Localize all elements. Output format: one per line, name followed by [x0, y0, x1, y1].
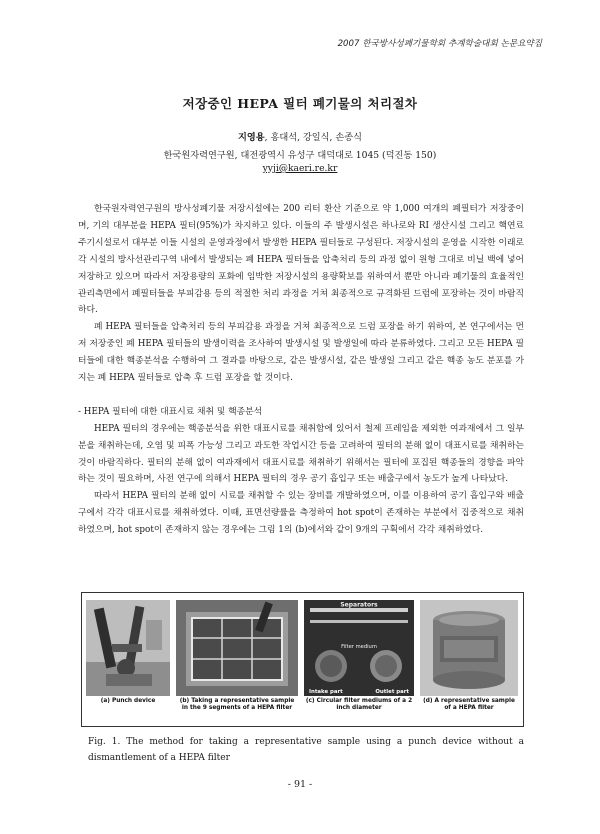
author-list — [0, 129, 600, 143]
body-text — [78, 201, 524, 539]
running-header: 2007 한국방사성폐기물학회 추계학술대회 논문요약집 — [337, 39, 542, 49]
figure-panel-a — [86, 600, 170, 718]
paragraph-sampling: HEPA 필터의 경우에는 핵종분석을 위한 대표시료를 채취함에 있어서 철제 프레임을 제외한 여과재에서 그 일부분을 채취하는데, 오염 및 피폭 가능성 그리고 과도한 작업시간 등을 고려하여 필터의 분해 없이 대표시료를 채취하는 것이 바람직하다. 필터의 분해 없이 여과재에서 대표시료를 채취하기 위해서는 필터에 포집된 핵종들의 경향을 파악하는 것이 필요하며, 사전 연구에 의해서 HEPA 필터의 경우 공기 흡입구 또는 배출구에서 농도가 높게 나타났다. — [78, 423, 524, 485]
paragraph-procedure: 따라서 HEPA 필터의 분해 없이 시료를 채취할 수 있는 장비를 개발하였으며, 이를 이용하여 공기 흡입구와 배출구에서 각각 대표시료를 채취하였다. 이때, 표면선량률을 측정하여 hot spot이 존재하는 부분에서 집중적으로 채취하였으며, hot spot이 존재하지 않는 경우에는 그림 1의 (b)에서와 같이 9개의 구획에서 각각 채취하였다. — [78, 491, 524, 536]
representative-sample-photo — [420, 600, 518, 696]
author-email-link[interactable]: yyji@kaeri.re.kr — [262, 163, 338, 174]
panel-a-caption: (a) Punch device — [100, 698, 156, 704]
co-authors: , 홍대석, 강일식, 손종식 — [264, 132, 363, 143]
filter-medium-label: Filter medium — [341, 644, 377, 650]
figure-caption: Fig. 1. The method for taking a representative sample using a punch device without a dismantlement of a HEPA filter — [88, 737, 524, 763]
paragraph-intro: 한국원자력연구원의 방사성폐기물 저장시설에는 200 리터 환산 기준으로 약 1,000 여개의 폐필터가 저장중이며, 기의 대부분을 HEPA 필터(95%)가 차지하고 있다. 이들의 주 발생시설은 하나로와 RI 생산시설 그리고 핵연료주기시설로서 대부분 이들 시설의 운영과정에서 발생한 HEPA 필터들로 구성된다. 저장시설의 운영을 시작한 이래로 각 시설의 방사선관리구역 내에서 발생되는 폐 HEPA 필터들을 압축처리 등의 과정 없이 원형 그대로 비닐 백에 넣어 저장하고 있으며 따라서 저장용량의 포화에 임박한 저장시설의 용량확보를 위하여서 뿐만 아니라 폐기물의 효율적인 관리측면에서 폐필터들을 부피감용 등의 적절한 처리 과정을 거쳐 최종적으로 규격화된 드럼에 포장하는 것이 바람직하다. — [78, 204, 524, 316]
punch-device-photo — [86, 600, 170, 696]
paper-title: 저장중인 HEPA 필터 폐기물의 처리절차 — [182, 96, 418, 111]
section-heading: - HEPA 필터에 대한 대표시료 채취 및 핵종분석 — [78, 406, 263, 417]
panel-c-caption: (c) Circular filter mediums of a 2 inch diameter — [305, 698, 413, 711]
hepa-filter-segments-photo — [176, 600, 298, 696]
lead-author: 지영용 — [237, 132, 265, 143]
paragraph-method: 폐 HEPA 필터들을 압축처리 등의 부피감용 과정을 거쳐 최종적으로 드럼 포장을 하기 위하여, 본 연구에서는 먼저 저장중인 폐 HEPA 필터들의 발생이력을 조사하여 발생시설 및 발생일에 따라 분류하였다. 그리고 모든 HEPA 필터들에 대한 핵종분석을 수행하여 그 결과를 바탕으로, 같은 발생시설, 같은 발생일 그리고 같은 핵종 농도 분포를 가지는 폐 HEPA 필터들로 압축 후 드럼 포장을 할 것이다. — [78, 322, 524, 384]
panel-d-caption: (d) A representative sample of a HEPA filter — [423, 698, 515, 711]
panel-b-caption: (b) Taking a representative sample in the 9 segments of a HEPA filter — [179, 698, 295, 711]
figure-panel-c — [304, 600, 414, 718]
figure-panel-d — [420, 600, 518, 718]
outlet-part-label: Outlet part — [375, 689, 409, 695]
intake-part-label: Intake part — [309, 689, 343, 695]
affiliation: 한국원자력연구원, 대전광역시 유성구 대덕대로 1045 (덕진동 150) — [163, 150, 437, 161]
filter-medium-samples-photo — [304, 600, 414, 696]
page-number: - 91 - — [287, 779, 313, 790]
figure-panel-b — [176, 600, 298, 718]
separators-label: Separators — [340, 601, 378, 609]
figure-1 — [81, 592, 524, 727]
